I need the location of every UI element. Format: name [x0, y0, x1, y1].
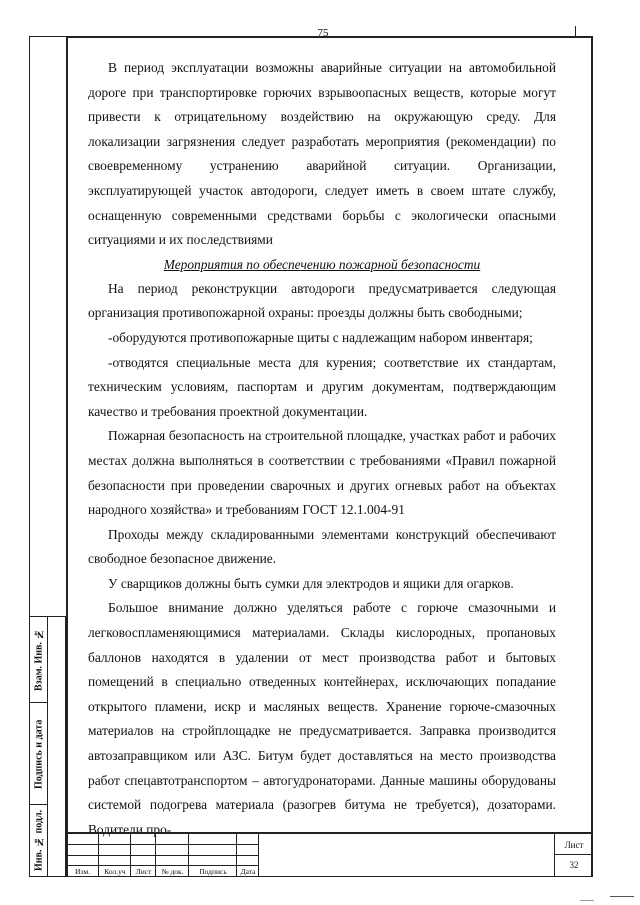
margin-label-vzam: Взам. Инв. № [33, 628, 45, 692]
title-block-stamp [66, 832, 593, 877]
corner-tick [567, 26, 576, 38]
paragraph-passages: Проходы между складированными элементами конструкций обеспечивают свободное безопасное движение. [88, 526, 556, 567]
section-title: Мероприятия по обеспечению пожарной безопасности [163, 256, 481, 272]
paragraph-fire-shields: -оборудуются противопожарные щиты с надлежащим набором инвентаря; [108, 329, 533, 345]
margin-stamp [29, 616, 66, 877]
paragraph-fire-safety-rules: Пожарная безопасность на строительной площадке, участках работ и рабочих местах должна выполняться в соответствии с требованиями «Правил пожарной безопасности при проведении сварочных и других огневых работ на объектах народного хозяйства» и требованиям ГОСТ 12.1.004-91 [88, 428, 556, 518]
scan-mark [580, 900, 594, 901]
document-body [88, 56, 556, 842]
paragraph-emergency: В период эксплуатации возможны аварийные ситуации на автомобильной дороге при транспортировке горючих взрывоопасных веществ, которые могут привести к отрицательному воздействию на окружающую среду. Для локализации загрязнения следует разработать мероприятия (рекомендации) по своевременному устранению аварийной ситуации. Организации, эксплуатирующей участок автодороги, следует иметь в своем штате службу, оснащенную современными средствами борьбы с экологически опасными ситуациями и их последствиями [88, 60, 556, 248]
paragraph-welders: У сварщиков должны быть сумки для электродов и ящики для огарков. [108, 575, 514, 591]
paragraph-fire-organization: На период реконструкции автодороги предусматривается следующая организация противопожарной охраны: проезды должны быть свободными; [88, 280, 556, 321]
sheet-separator [555, 854, 591, 855]
scan-mark [610, 896, 634, 897]
stamp-col-title [259, 834, 555, 877]
sheet-label: Лист [564, 840, 584, 850]
paragraph-smoking-areas: -отводятся специальные места для курения; соответствие их стандартам, техническим условиям, паспортам и другим документам, подтверждающим качество и требования проектной документации. [88, 354, 556, 419]
stamp-header-koluch: Кол.уч [104, 867, 126, 876]
stamp-header-data: Дата [240, 867, 256, 876]
margin-label-inv: Инв. № подл. [33, 809, 45, 872]
margin-label-podpis: Подпись и дата [33, 719, 45, 789]
stamp-header-doc: № док. [161, 867, 184, 876]
stamp-header-izm: Изм. [75, 867, 90, 876]
sheet-number: 32 [569, 860, 579, 870]
paragraph-fuel-materials: Большое внимание должно уделяться работе с горюче смазочными и легковоспламеняющимися материалами. Склады кислородных, пропановых баллонов находятся в удалении от мест производства работ и бытовых помещений в специально отведенных контейнерах, исключающих попадание открытого пламени, искр и масляных веществ. Хранение горюче-смазочных материалов на стройплощадке не предусматривается. Заправка производится автозаправщиком или АЗС. Битум будет доставляться на место производства работ спецавтотранспортом – автогудронаторами. Данные машины оборудованы системой подогрева материала (разогрев битума не требуется), дозаторами. Водители про- [88, 600, 556, 837]
stamp-header-podpis: Подпись [199, 867, 227, 876]
page-number: 75 [317, 27, 329, 39]
stamp-header-list: Лист [135, 867, 152, 876]
